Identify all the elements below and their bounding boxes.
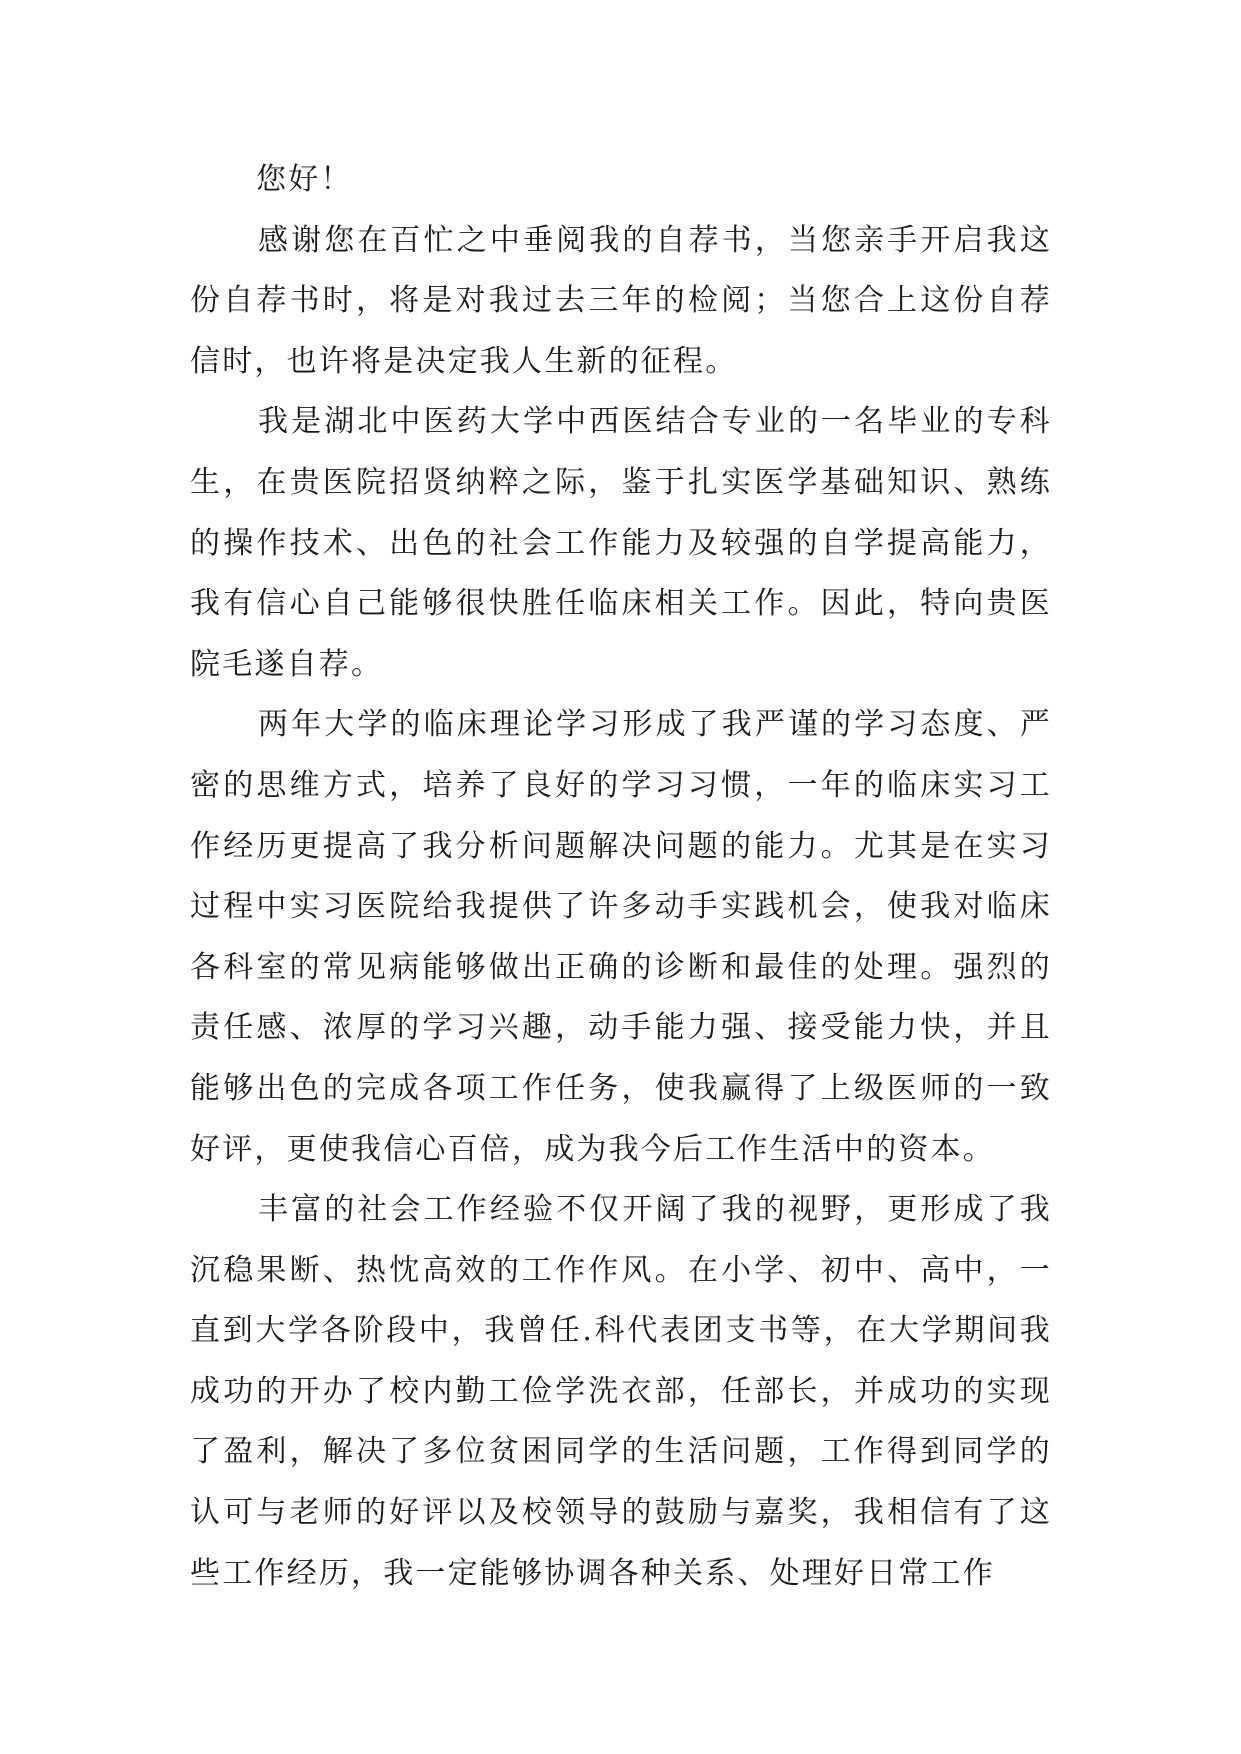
paragraph-clinical-study: 两年大学的临床理论学习形成了我严谨的学习态度、严密的思维方式，培养了良好的学习习惯，一年的临床实习工作经历更提高了我分析问题解决问题的能力。尤其是在实习过程中实习医院给我提供了许多动手实践机会，使我对临床各科室的常见病能够做出正确的诊断和最佳的处理。强烈的责任感、浓厚的学习兴趣，动手能力强、接受能力快，并且能够出色的完成各项工作任务，使我赢得了上级医师的一致好评，更使我信心百倍，成为我今后工作生活中的资本。	[190, 707, 1052, 1167]
letter-greeting: 您好！	[256, 162, 353, 197]
paragraph-introduction: 我是湖北中医药大学中西医结合专业的一名毕业的专科生，在贵医院招贤纳粹之际，鉴于扎实医学基础知识、熟练的操作技术、出色的社会工作能力及较强的自学提高能力，我有信心自己能够很快胜任临床相关工作。因此，特向贵医院毛遂自荐。	[190, 404, 1052, 682]
paragraph-social-experience: 丰富的社会工作经验不仅开阔了我的视野，更形成了我沉稳果断、热忱高效的工作作风。在小学、初中、高中，一直到大学各阶段中，我曾任.科代表团支书等，在大学期间我成功的开办了校内勤工俭学洗衣部，任部长，并成功的实现了盈利，解决了多位贫困同学的生活问题，工作得到同学的认可与老师的好评以及校领导的鼓励与嘉奖，我相信有了这些工作经历，我一定能够协调各种关系、处理好日常工作	[190, 1192, 1052, 1591]
paragraph-thanks: 感谢您在百忙之中垂阅我的自荐书，当您亲手开启我这份自荐书时，将是对我过去三年的检阅；当您合上这份自荐信时，也许将是决定我人生新的征程。	[190, 222, 1052, 379]
letter-body	[190, 150, 1052, 1604]
